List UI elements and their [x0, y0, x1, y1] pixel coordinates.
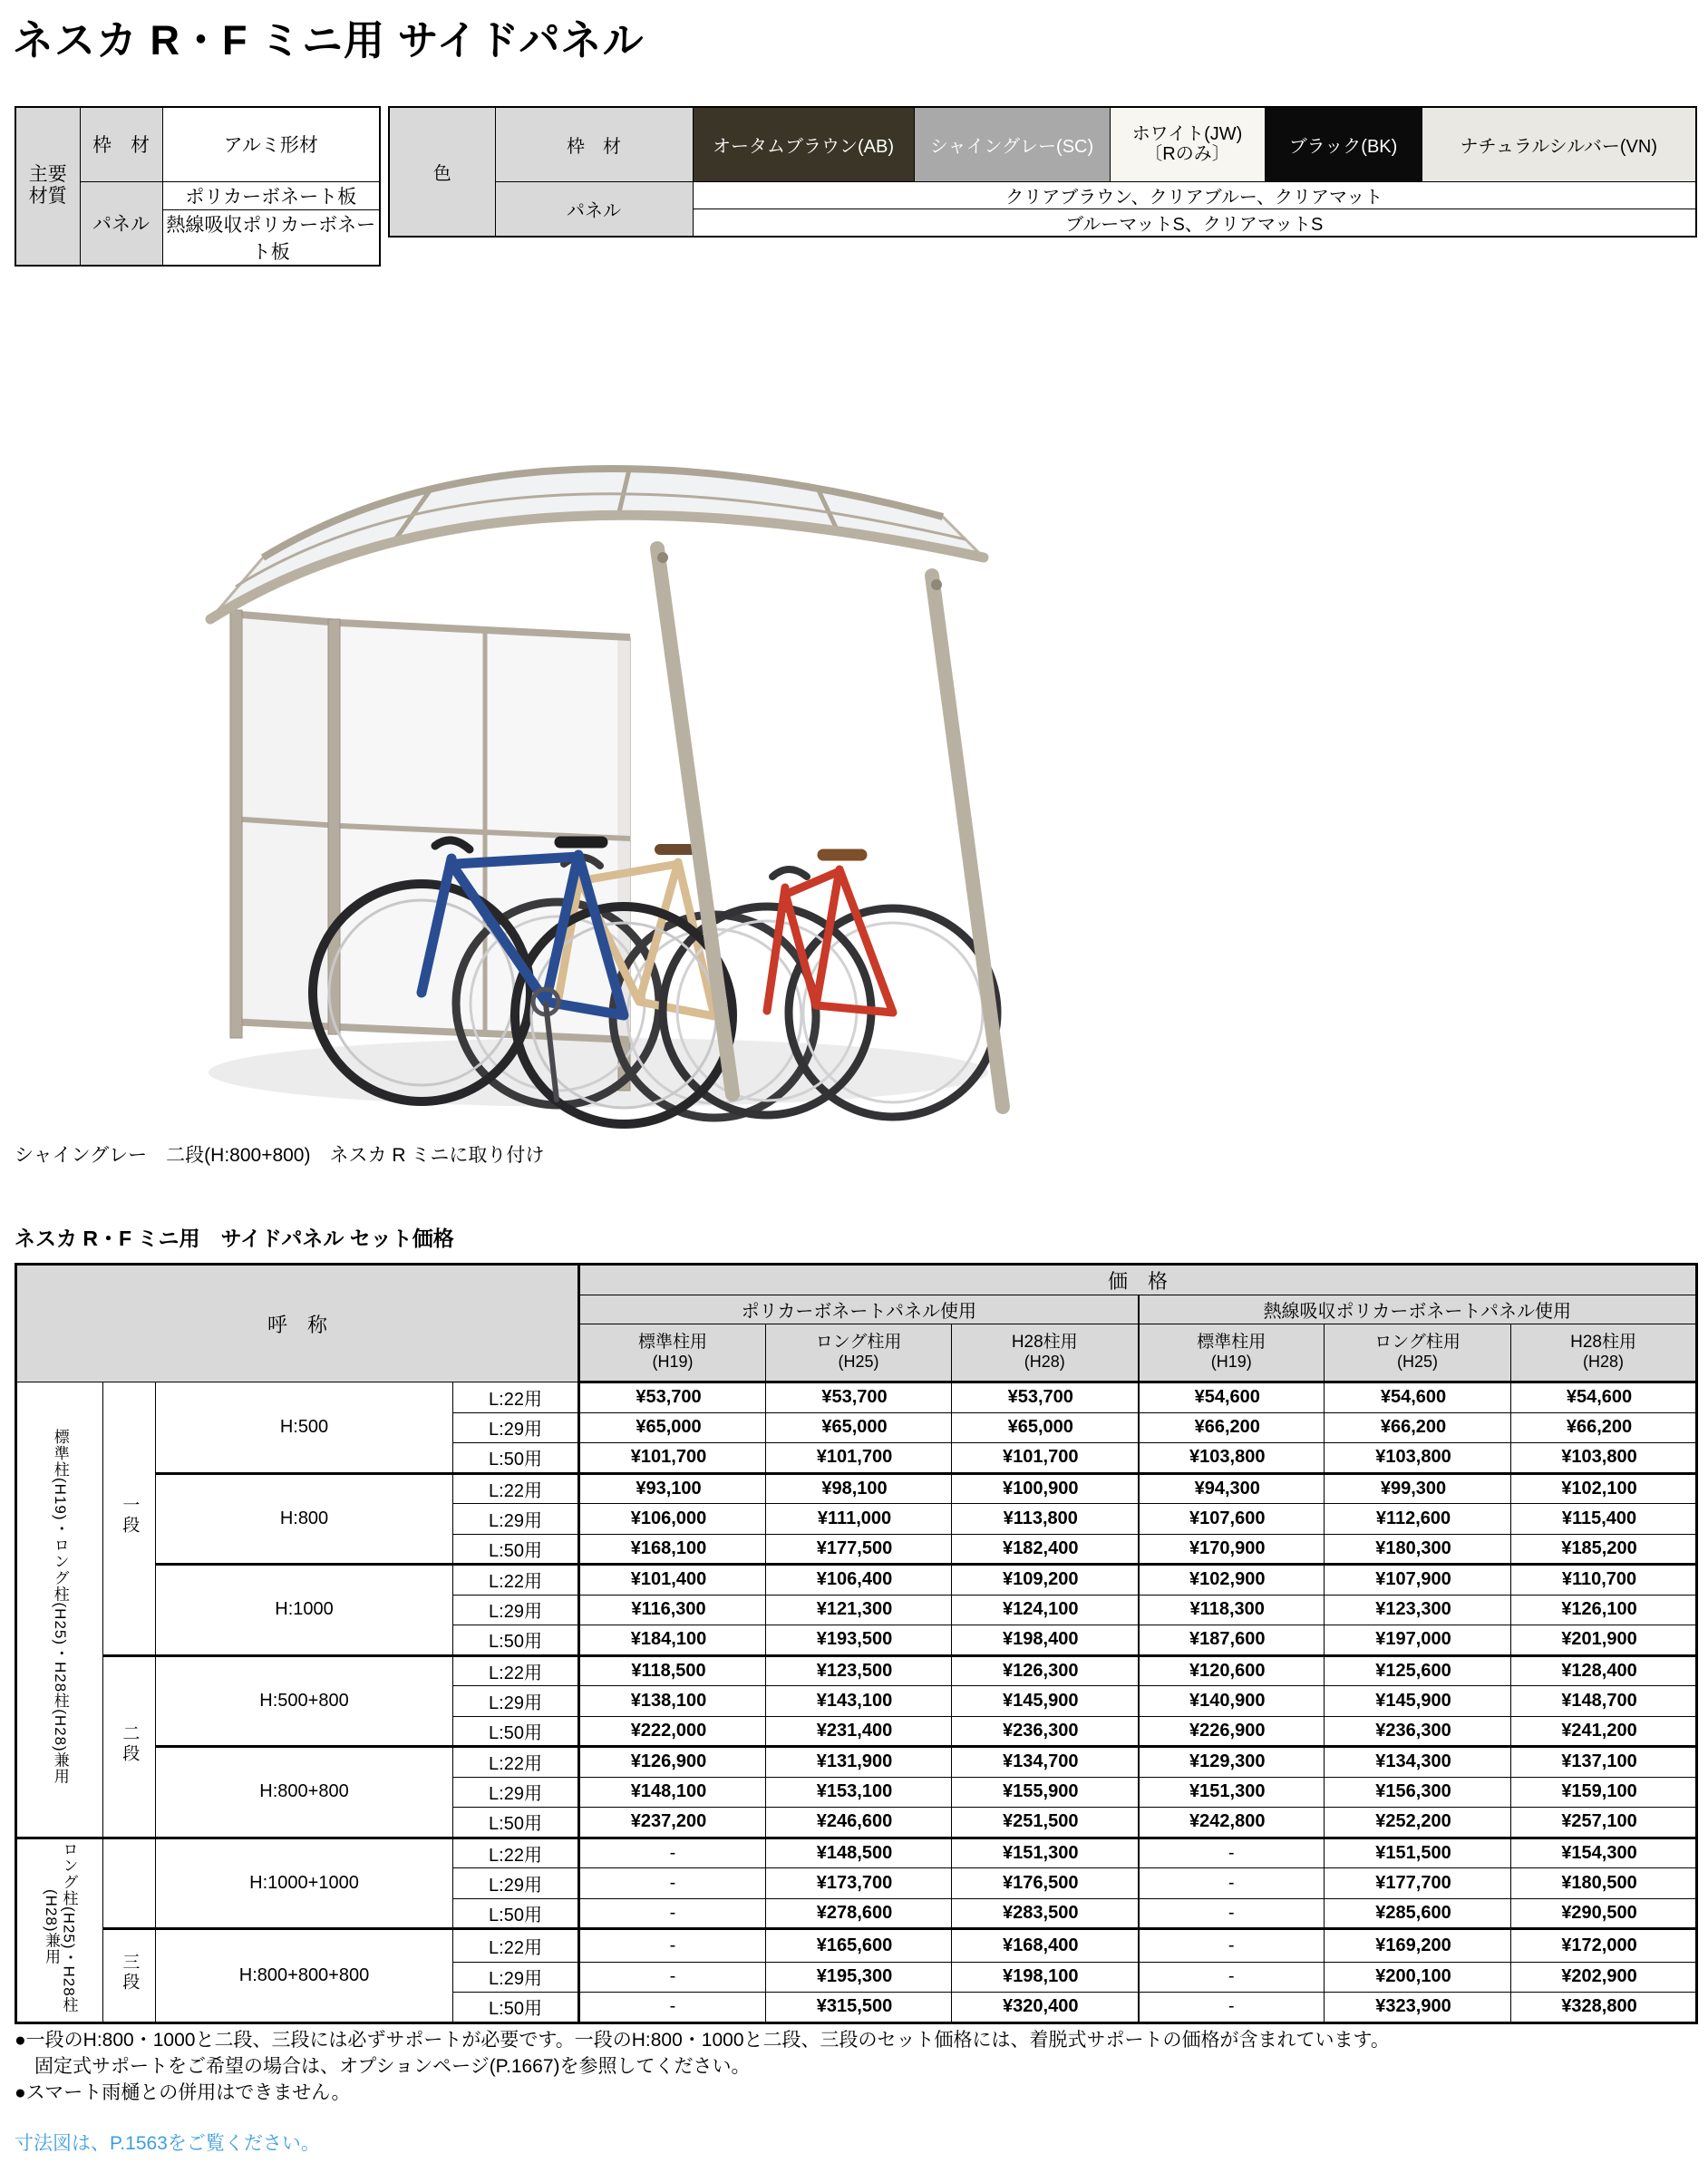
price-cell: - [1139, 1838, 1325, 1868]
col-header-line1: 標準柱用 [638, 1333, 708, 1353]
price-cell: ¥145,900 [1325, 1686, 1511, 1717]
price-cell: ¥121,300 [766, 1595, 952, 1625]
price-cell: ¥151,300 [952, 1838, 1139, 1868]
color-swatch-autumn-brown: オータムブラウン(AB) [693, 107, 914, 181]
price-cell: ¥177,500 [766, 1534, 952, 1565]
price-cell: ¥102,100 [1511, 1473, 1697, 1504]
col-header-line2: (H28) [1024, 1353, 1065, 1371]
col-header-standard-pillar [579, 1324, 766, 1382]
price-cell: ¥134,300 [1325, 1747, 1511, 1778]
price-cell: ¥155,900 [952, 1777, 1139, 1808]
col-header-standard-pillar [1139, 1324, 1325, 1382]
price-cell: ¥54,600 [1511, 1382, 1697, 1413]
col-header-long-pillar [1325, 1324, 1511, 1382]
price-cell: ¥53,700 [952, 1382, 1139, 1413]
price-cell: - [579, 1898, 766, 1929]
size-label: L:50用 [453, 1625, 579, 1656]
height-label: H:1000+1000 [156, 1838, 453, 1929]
panel-group-polycarbonate: ポリカーボネートパネル使用 [579, 1295, 1139, 1324]
price-header: 価 格 [579, 1265, 1697, 1295]
color-table [388, 106, 1697, 238]
front-supports [657, 548, 1003, 1107]
color-swatch-black: ブラック(BK) [1265, 107, 1422, 181]
price-cell: ¥156,300 [1325, 1777, 1511, 1808]
pillar-group-text: 標準柱(H19)・ロング柱(H25)・H28柱(H28)兼用 [51, 1428, 69, 1785]
price-cell: ¥53,700 [579, 1382, 766, 1413]
panel-color-value-1: クリアブラウン、クリアブルー、クリアマット [693, 181, 1696, 209]
tier-text: 一段 [120, 1495, 140, 1536]
photo-caption: シャイングレー 二段(H:800+800) ネスカ R ミニに取り付け [15, 1145, 545, 1166]
price-cell: ¥129,300 [1139, 1747, 1325, 1778]
price-cell: ¥103,800 [1139, 1443, 1325, 1474]
height-label: H:800+800+800 [156, 1929, 453, 2023]
price-cell: ¥118,300 [1139, 1595, 1325, 1625]
price-cell: - [1139, 1962, 1325, 1993]
price-cell: ¥98,100 [766, 1473, 952, 1504]
tier-text: 二段 [120, 1723, 140, 1764]
footnote-line: ●一段のH:800・1000と二段、三段には必ずサポートが必要です。一段のH:800・1000と二段、三段のセット価格には、着脱式サポートの価格が含まれています。 [15, 2030, 1390, 2051]
price-cell: - [579, 1838, 766, 1868]
price-cell: ¥140,900 [1139, 1686, 1325, 1717]
color-swatch-white [1110, 107, 1265, 181]
price-cell: ¥201,900 [1511, 1625, 1697, 1656]
col-header-h28-pillar [952, 1324, 1139, 1382]
price-cell: ¥148,500 [766, 1838, 952, 1868]
price-cell: ¥126,100 [1511, 1595, 1697, 1625]
panel-material-value-2: 熱線吸収ポリカーボネート板 [162, 209, 380, 266]
price-cell: ¥109,200 [952, 1565, 1139, 1596]
price-cell: ¥257,100 [1511, 1808, 1697, 1838]
pillar-group-label-2 [16, 1838, 103, 2022]
price-cell: ¥94,300 [1139, 1473, 1325, 1504]
price-cell: ¥168,100 [579, 1534, 766, 1565]
price-cell: ¥126,900 [579, 1747, 766, 1778]
tier-label-2dan [103, 1655, 156, 1838]
price-cell: ¥226,900 [1139, 1716, 1325, 1747]
materials-header [15, 107, 80, 266]
size-label: L:22用 [453, 1565, 579, 1596]
price-cell: ¥112,600 [1325, 1504, 1511, 1535]
size-label: L:29用 [453, 1962, 579, 1993]
price-cell: - [1139, 1993, 1325, 2023]
size-label: L:50用 [453, 1534, 579, 1565]
materials-table [15, 106, 381, 267]
col-header-line1: H28柱用 [1011, 1333, 1078, 1353]
size-label: L:29用 [453, 1595, 579, 1625]
price-cell: ¥153,100 [766, 1777, 952, 1808]
price-cell: ¥123,300 [1325, 1595, 1511, 1625]
col-header-line2: (H19) [652, 1353, 694, 1371]
price-cell: ¥154,300 [1511, 1838, 1697, 1868]
tier-label-1dan [103, 1382, 156, 1656]
price-cell: ¥126,300 [952, 1655, 1139, 1686]
price-cell: ¥151,300 [1139, 1777, 1325, 1808]
pillar-group-text: ロング柱(H25)・H28柱(H28)兼用 [43, 1841, 78, 2013]
price-cell: ¥123,500 [766, 1655, 952, 1686]
price-cell: ¥198,100 [952, 1962, 1139, 1993]
price-cell: ¥231,400 [766, 1716, 952, 1747]
color-white-line2: 〔Rのみ〕 [1144, 144, 1230, 165]
price-cell: - [1139, 1929, 1325, 1963]
price-cell: - [579, 1868, 766, 1899]
page-title: ネスカ R・F ミニ用 サイドパネル [13, 17, 645, 63]
col-header-line2: (H25) [838, 1353, 879, 1371]
price-cell: ¥137,100 [1511, 1747, 1697, 1778]
price-cell: ¥285,600 [1325, 1898, 1511, 1929]
height-label: H:500+800 [156, 1655, 453, 1747]
tier-text: 三段 [120, 1953, 140, 1993]
price-cell: ¥236,300 [952, 1716, 1139, 1747]
price-cell: ¥118,500 [579, 1655, 766, 1686]
price-cell: ¥103,800 [1325, 1443, 1511, 1474]
price-cell: ¥180,500 [1511, 1868, 1697, 1899]
col-header-line1: ロング柱用 [815, 1333, 902, 1353]
price-cell: ¥125,600 [1325, 1655, 1511, 1686]
col-header-long-pillar [766, 1324, 952, 1382]
price-cell: ¥111,000 [766, 1504, 952, 1535]
price-cell: ¥323,900 [1325, 1993, 1511, 2023]
price-cell: ¥180,300 [1325, 1534, 1511, 1565]
price-cell: ¥134,700 [952, 1747, 1139, 1778]
footnotes [15, 2027, 1390, 2106]
height-label: H:500 [156, 1382, 453, 1474]
size-label: L:29用 [453, 1412, 579, 1443]
price-cell: ¥236,300 [1325, 1716, 1511, 1747]
price-cell: ¥101,700 [579, 1443, 766, 1474]
price-cell: ¥187,600 [1139, 1625, 1325, 1656]
size-label: L:22用 [453, 1929, 579, 1963]
price-cell: ¥283,500 [952, 1898, 1139, 1929]
price-cell: ¥172,000 [1511, 1929, 1697, 1963]
size-label: L:50用 [453, 1808, 579, 1838]
color-swatch-shine-gray: シャイングレー(SC) [914, 107, 1110, 181]
price-cell: ¥177,700 [1325, 1868, 1511, 1899]
price-cell: ¥107,900 [1325, 1565, 1511, 1596]
size-label: L:50用 [453, 1443, 579, 1474]
size-label: L:29用 [453, 1777, 579, 1808]
footnote-line: ●スマート雨樋との併用はできません。 [15, 2082, 351, 2103]
price-cell: ¥107,600 [1139, 1504, 1325, 1535]
frame-material-value: アルミ形材 [162, 107, 380, 181]
price-cell: ¥148,700 [1511, 1686, 1697, 1717]
col-header-line2: (H28) [1583, 1353, 1625, 1371]
price-cell: ¥120,600 [1139, 1655, 1325, 1686]
price-section-title: ネスカ R・F ミニ用 サイドパネル セット価格 [15, 1227, 454, 1250]
price-cell: ¥278,600 [766, 1898, 952, 1929]
size-label: L:22用 [453, 1655, 579, 1686]
col-header-line2: (H25) [1397, 1353, 1439, 1371]
price-cell: ¥124,100 [952, 1595, 1139, 1625]
price-cell: ¥138,100 [579, 1686, 766, 1717]
tier-label-empty [103, 1838, 156, 1929]
footnote-line: 固定式サポートをご希望の場合は、オプションページ(P.1667)を参照してください。 [34, 2056, 751, 2077]
price-cell: ¥315,500 [766, 1993, 952, 2023]
price-cell: - [579, 1929, 766, 1963]
price-cell: ¥241,200 [1511, 1716, 1697, 1747]
size-label: L:29用 [453, 1686, 579, 1717]
price-cell: ¥100,900 [952, 1473, 1139, 1504]
materials-header-line1: 主要 [28, 164, 67, 186]
price-cell: ¥195,300 [766, 1962, 952, 1993]
shelter-post [230, 610, 242, 1038]
price-cell: ¥242,800 [1139, 1808, 1325, 1838]
price-cell: ¥65,000 [579, 1412, 766, 1443]
price-cell: ¥246,600 [766, 1808, 952, 1838]
col-header-line2: (H19) [1210, 1353, 1252, 1371]
price-cell: ¥251,500 [952, 1808, 1139, 1838]
height-label: H:1000 [156, 1565, 453, 1656]
price-cell: ¥290,500 [1511, 1898, 1697, 1929]
price-cell: ¥202,900 [1511, 1962, 1697, 1993]
panel-material-label: パネル [80, 181, 162, 266]
size-label: L:22用 [453, 1747, 579, 1778]
price-cell: ¥110,700 [1511, 1565, 1697, 1596]
price-cell: ¥66,200 [1325, 1412, 1511, 1443]
price-cell: ¥168,400 [952, 1929, 1139, 1963]
size-label: L:22用 [453, 1382, 579, 1413]
price-cell: ¥101,700 [766, 1443, 952, 1474]
panel-group-heat-absorbing: 熱線吸収ポリカーボネートパネル使用 [1139, 1295, 1697, 1324]
price-cell: ¥128,400 [1511, 1655, 1697, 1686]
col-header-line1: ロング柱用 [1374, 1333, 1461, 1353]
price-cell: ¥106,000 [579, 1504, 766, 1535]
price-cell: ¥65,000 [766, 1412, 952, 1443]
price-cell: ¥53,700 [766, 1382, 952, 1413]
price-cell: ¥165,600 [766, 1929, 952, 1963]
tier-label-3dan [103, 1929, 156, 2023]
price-cell: ¥54,600 [1139, 1382, 1325, 1413]
price-cell: ¥222,000 [579, 1716, 766, 1747]
pillar-group-label [16, 1382, 103, 1838]
price-cell: ¥184,100 [579, 1625, 766, 1656]
dimension-figure-link[interactable]: 寸法図は、P.1563をご覧ください。 [15, 2133, 320, 2154]
price-cell: ¥65,000 [952, 1412, 1139, 1443]
height-label: H:800 [156, 1473, 453, 1565]
size-label: L:29用 [453, 1504, 579, 1535]
price-cell: - [579, 1962, 766, 1993]
color-panel-label: パネル [495, 181, 693, 237]
price-cell: ¥143,100 [766, 1686, 952, 1717]
price-cell: ¥200,100 [1325, 1962, 1511, 1993]
price-cell: ¥198,400 [952, 1625, 1139, 1656]
price-cell: - [1139, 1868, 1325, 1899]
price-cell: ¥66,200 [1139, 1412, 1325, 1443]
price-cell: ¥320,400 [952, 1993, 1139, 2023]
price-cell: ¥185,200 [1511, 1534, 1697, 1565]
price-cell: ¥173,700 [766, 1868, 952, 1899]
size-label: L:22用 [453, 1838, 579, 1868]
price-cell: ¥145,900 [952, 1686, 1139, 1717]
height-label: H:800+800 [156, 1747, 453, 1838]
price-cell: ¥131,900 [766, 1747, 952, 1778]
name-column-header: 呼 称 [16, 1265, 579, 1382]
price-cell: ¥103,800 [1511, 1443, 1697, 1474]
price-cell: ¥237,200 [579, 1808, 766, 1838]
price-cell: ¥101,700 [952, 1443, 1139, 1474]
price-cell: ¥169,200 [1325, 1929, 1511, 1963]
size-label: L:50用 [453, 1993, 579, 2023]
price-cell: ¥106,400 [766, 1565, 952, 1596]
price-cell: ¥176,500 [952, 1868, 1139, 1899]
price-cell: ¥182,400 [952, 1534, 1139, 1565]
price-cell: ¥54,600 [1325, 1382, 1511, 1413]
col-header-line1: H28柱用 [1570, 1333, 1636, 1353]
materials-header-line2: 材質 [28, 186, 67, 208]
price-cell: - [579, 1993, 766, 2023]
color-white-line1: ホワイト(JW) [1131, 124, 1243, 145]
price-cell: ¥93,100 [579, 1473, 766, 1504]
price-cell: ¥328,800 [1511, 1993, 1697, 2023]
size-label: L:50用 [453, 1898, 579, 1929]
price-cell: ¥197,000 [1325, 1625, 1511, 1656]
price-cell: ¥115,400 [1511, 1504, 1697, 1535]
price-cell: ¥66,200 [1511, 1412, 1697, 1443]
color-swatch-natural-silver: ナチュラルシルバー(VN) [1422, 107, 1696, 181]
color-header: 色 [389, 107, 495, 237]
price-cell: ¥99,300 [1325, 1473, 1511, 1504]
price-cell: ¥252,200 [1325, 1808, 1511, 1838]
price-cell: ¥148,100 [579, 1777, 766, 1808]
panel-material-value-1: ポリカーボネート板 [162, 181, 380, 209]
price-cell: ¥113,800 [952, 1504, 1139, 1535]
size-label: L:22用 [453, 1473, 579, 1504]
product-photo [127, 258, 1034, 1133]
color-frame-label: 枠 材 [495, 107, 693, 181]
shelter-roof [210, 469, 984, 619]
col-header-line1: 標準柱用 [1197, 1333, 1266, 1353]
price-table [15, 1263, 1698, 2024]
size-label: L:29用 [453, 1868, 579, 1899]
price-cell: ¥170,900 [1139, 1534, 1325, 1565]
col-header-h28-pillar [1511, 1324, 1697, 1382]
panel-color-value-2: ブルーマットS、クリアマットS [693, 209, 1696, 237]
price-cell: - [1139, 1898, 1325, 1929]
size-label: L:50用 [453, 1716, 579, 1747]
price-cell: ¥102,900 [1139, 1565, 1325, 1596]
shelter-post [328, 619, 340, 1034]
price-cell: ¥101,400 [579, 1565, 766, 1596]
price-cell: ¥159,100 [1511, 1777, 1697, 1808]
frame-material-label: 枠 材 [80, 107, 162, 181]
price-cell: ¥116,300 [579, 1595, 766, 1625]
price-cell: ¥193,500 [766, 1625, 952, 1656]
price-cell: ¥151,500 [1325, 1838, 1511, 1868]
